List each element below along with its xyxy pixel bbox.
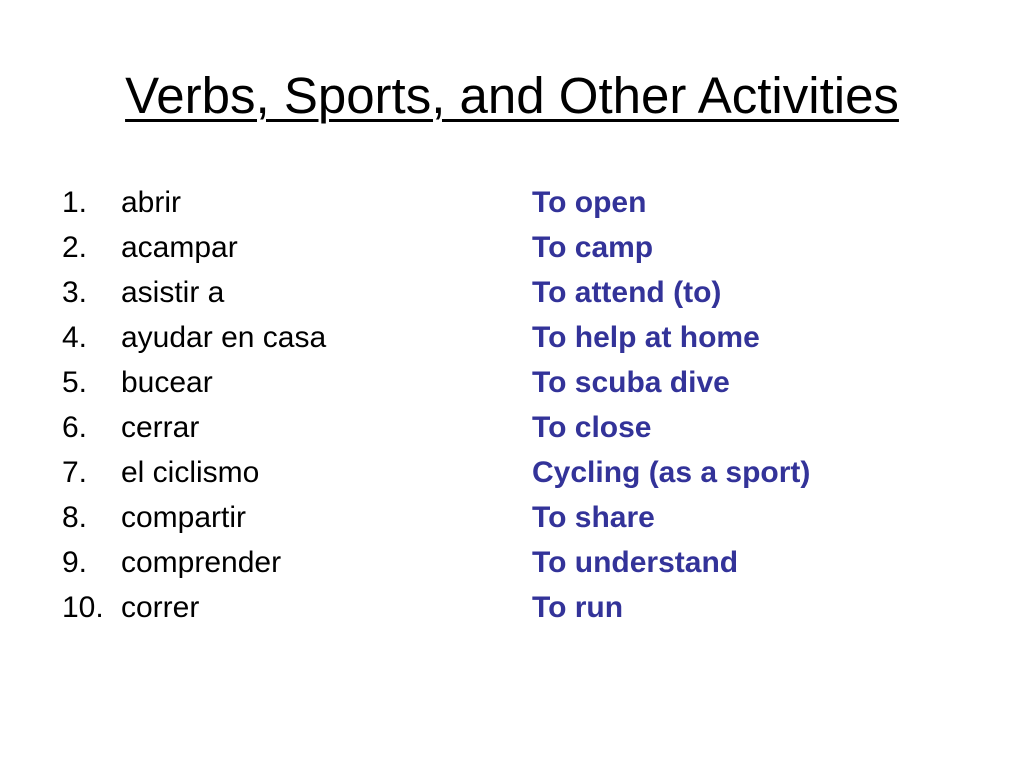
english-meaning: To scuba dive bbox=[532, 366, 730, 399]
english-meaning: To camp bbox=[532, 231, 654, 264]
spanish-term: compartir bbox=[121, 501, 247, 534]
spanish-term: ayudar en casa bbox=[121, 321, 327, 354]
item-number: 4. bbox=[62, 321, 88, 354]
item-number: 5. bbox=[62, 366, 88, 399]
english-meaning: To attend (to) bbox=[532, 276, 722, 309]
spanish-term: asistir a bbox=[121, 276, 225, 309]
spanish-term: abrir bbox=[121, 186, 182, 219]
english-meaning: To run bbox=[532, 591, 624, 624]
slide-title: Verbs, Sports, and Other Activities bbox=[125, 67, 899, 124]
list-item bbox=[0, 585, 1024, 630]
english-meaning: To understand bbox=[532, 546, 739, 579]
item-number: 9. bbox=[62, 546, 88, 579]
spanish-term: bucear bbox=[121, 366, 213, 399]
list-item bbox=[0, 450, 1024, 495]
list-item bbox=[0, 405, 1024, 450]
item-number: 7. bbox=[62, 456, 88, 489]
item-number: 8. bbox=[62, 501, 88, 534]
spanish-term: comprender bbox=[121, 546, 282, 579]
english-meaning: Cycling (as a sport) bbox=[532, 456, 811, 489]
list-item bbox=[0, 270, 1024, 315]
item-number: 10. bbox=[62, 591, 104, 624]
spanish-term: cerrar bbox=[121, 411, 200, 444]
spanish-term: el ciclismo bbox=[121, 456, 260, 489]
english-meaning: To share bbox=[532, 501, 655, 534]
list-item bbox=[0, 225, 1024, 270]
item-number: 2. bbox=[62, 231, 88, 264]
english-meaning: To open bbox=[532, 186, 647, 219]
item-number: 1. bbox=[62, 186, 88, 219]
list-item bbox=[0, 315, 1024, 360]
spanish-term: acampar bbox=[121, 231, 238, 264]
list-item bbox=[0, 540, 1024, 585]
english-meaning: To close bbox=[532, 411, 652, 444]
list-item bbox=[0, 495, 1024, 540]
item-number: 3. bbox=[62, 276, 88, 309]
english-meaning: To help at home bbox=[532, 321, 760, 354]
spanish-term: correr bbox=[121, 591, 200, 624]
item-number: 6. bbox=[62, 411, 88, 444]
list-item bbox=[0, 180, 1024, 225]
list-item bbox=[0, 360, 1024, 405]
